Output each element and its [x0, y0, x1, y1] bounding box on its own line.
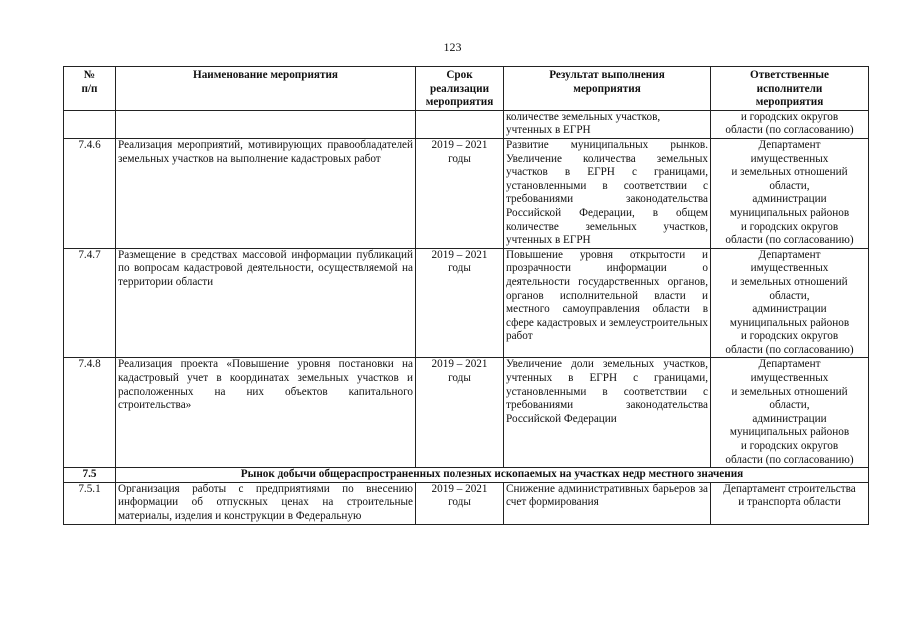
row-term: 2019 – 2021 годы [416, 358, 504, 468]
table-row [64, 482, 869, 524]
row-term: 2019 – 2021 годы [416, 248, 504, 358]
row-num: 7.4.6 [64, 138, 116, 248]
measures-table [63, 66, 869, 525]
table-row [64, 138, 869, 248]
row-responsible: Департамент имущественных и земельных отношений области, администрации муниципальных районов и городских округов области (по согласованию) [711, 358, 869, 468]
row-responsible: и городских округов области (по согласованию) [711, 110, 869, 138]
section-row [64, 468, 869, 483]
row-result: Снижение административных барьеров за счет формирования [504, 482, 711, 524]
section-title: Рынок добычи общераспространенных полезных ископаемых на участках недр местного значения [116, 468, 869, 483]
row-result: Увеличение доли земельных участков, учтенных в ЕГРН с границами, установленными в соответствии с требованиями законодательства Российской Федерации [504, 358, 711, 468]
row-term [416, 110, 504, 138]
header-name: Наименование мероприятия [116, 67, 416, 111]
row-num: 7.4.7 [64, 248, 116, 358]
row-name: Реализация мероприятий, мотивирующих правообладателей земельных участков на выполнение кадастровых работ [116, 138, 416, 248]
row-result: Развитие муниципальных рынков. Увеличение количества земельных участков в ЕГРН с границами, установленными в соответствии с требованиями законодательства Российской Федерации, в общем количестве земельных участков, учтенных в ЕГРН [504, 138, 711, 248]
page-number: 123 [443, 40, 462, 54]
header-num: № п/п [64, 67, 116, 111]
row-num: 7.5.1 [64, 482, 116, 524]
row-name: Организация работы с предприятиями по внесению информации об отпускных ценах на строительные материалы, изделия и конструкции в Федеральную [116, 482, 416, 524]
table-row [64, 358, 869, 468]
row-responsible: Департамент имущественных и земельных отношений области, администрации муниципальных районов и городских округов области (по согласованию) [711, 138, 869, 248]
table-row [64, 110, 869, 138]
row-term: 2019 – 2021 годы [416, 138, 504, 248]
row-num: 7.4.8 [64, 358, 116, 468]
header-responsible: Ответственные исполнители мероприятия [711, 67, 869, 111]
header-result: Результат выполнения мероприятия [504, 67, 711, 111]
section-num: 7.5 [64, 468, 116, 483]
row-responsible: Департамент строительства и транспорта области [711, 482, 869, 524]
header-term: Срок реализации мероприятия [416, 67, 504, 111]
row-term: 2019 – 2021 годы [416, 482, 504, 524]
row-num [64, 110, 116, 138]
row-responsible: Департамент имущественных и земельных отношений области, администрации муниципальных районов и городских округов области (по согласованию) [711, 248, 869, 358]
row-result: количестве земельных участков, учтенных в ЕГРН [504, 110, 711, 138]
row-name: Размещение в средствах массовой информации публикаций по вопросам кадастровой деятельности, осуществляемой на территории области [116, 248, 416, 358]
row-name [116, 110, 416, 138]
table-row [64, 248, 869, 358]
row-name: Реализация проекта «Повышение уровня постановки на кадастровый учет в координатах земельных участков и расположенных на них объектов капитального строительства» [116, 358, 416, 468]
row-result: Повышение уровня открытости и прозрачности информации о деятельности государственных органов, органов исполнительной власти и местного самоуправления области в сфере кадастровых и землеустроительных работ [504, 248, 711, 358]
table-header-row [64, 67, 869, 111]
